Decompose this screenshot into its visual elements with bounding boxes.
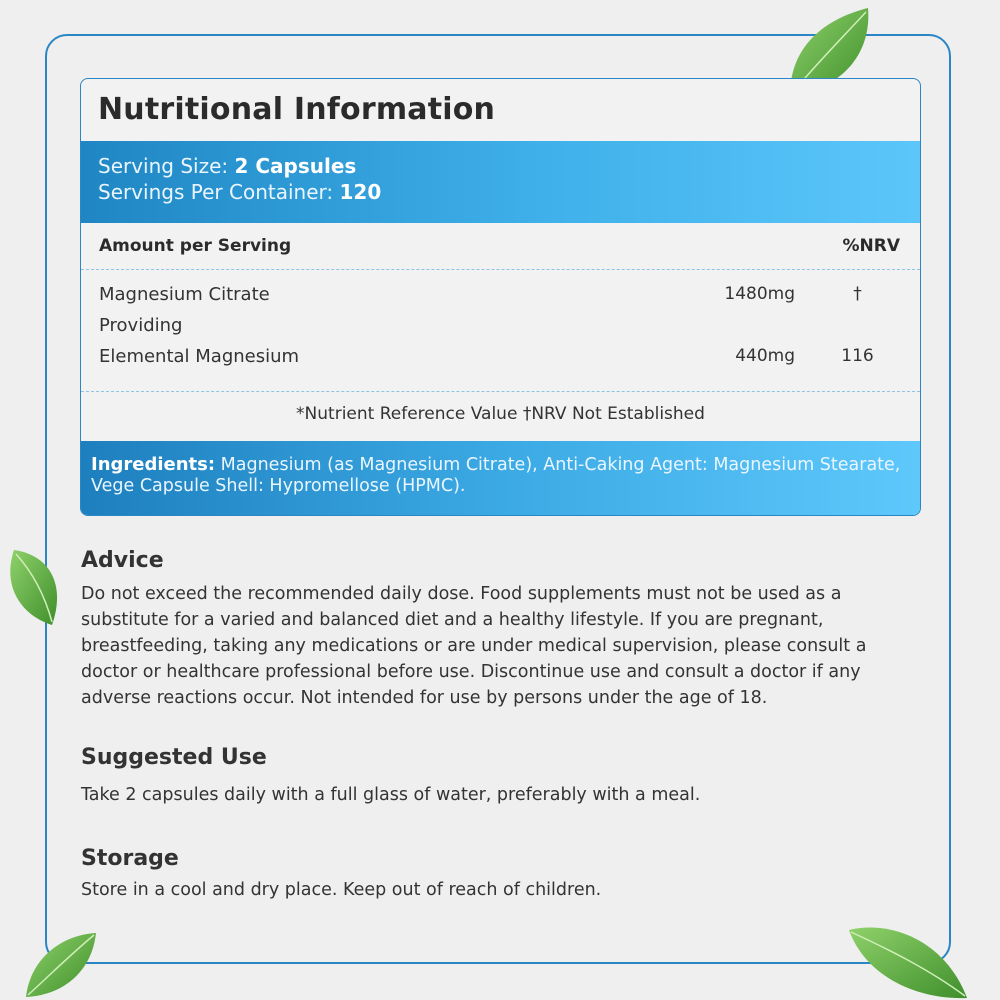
ingredients-label: Ingredients: — [91, 454, 216, 475]
table-header — [81, 223, 920, 270]
header-nrv: %NRV — [842, 236, 900, 256]
nutrient-name: Elemental Magnesium — [99, 346, 300, 367]
nutrient-amount: 440mg — [735, 346, 795, 366]
nutrition-panel — [80, 78, 921, 516]
storage-heading: Storage — [81, 846, 179, 871]
table-row — [81, 346, 920, 377]
serving-size — [98, 153, 903, 179]
suggested-use-section — [81, 745, 927, 808]
suggested-use-text: Take 2 capsules daily with a full glass of water, preferably with a meal. — [81, 785, 701, 805]
nrv-footnote: *Nutrient Reference Value †NRV Not Established — [296, 404, 705, 424]
servings-label: Servings Per Container: — [98, 180, 334, 204]
advice-section — [81, 548, 927, 711]
suggested-use-heading: Suggested Use — [81, 745, 267, 770]
nutrient-name: Magnesium Citrate — [99, 284, 270, 305]
ingredients-band — [81, 441, 920, 515]
nutrient-nrv: † — [853, 284, 862, 304]
leaf-icon — [0, 540, 70, 630]
storage-section — [81, 846, 927, 903]
header-amount: Amount per Serving — [99, 236, 292, 256]
servings-per-container — [98, 179, 903, 205]
servings-value: 120 — [339, 180, 382, 204]
nutrient-rows — [81, 270, 920, 392]
nutrient-name: Providing — [99, 315, 183, 336]
ingredients-text: Magnesium (as Magnesium Citrate), Anti-Caking Agent: Magnesium Stearate, Vege Capsule Shell: Hypromellose (HPMC). — [91, 455, 901, 496]
advice-heading: Advice — [81, 548, 164, 573]
table-row — [81, 315, 920, 346]
leaf-icon — [845, 920, 970, 1000]
storage-text: Store in a cool and dry place. Keep out of reach of children. — [81, 880, 602, 900]
nutrient-amount: 1480mg — [724, 284, 795, 304]
advice-text: Do not exceed the recommended daily dose. Food supplements must not be used as a substitute for a varied and balanced diet and a healthy lifestyle. If you are pregnant, breastfeeding, taking any medications or are under medical supervision, please consult a doctor or healthcare professional before use. Discontinue use and consult a doctor if any adverse reactions occur. Not intended for use by persons under the age of 18. — [81, 584, 867, 708]
leaf-icon — [20, 925, 100, 1000]
panel-title: Nutritional Information — [98, 92, 496, 127]
nutrient-nrv: 116 — [841, 346, 874, 366]
table-row — [81, 284, 920, 315]
serving-size-label: Serving Size: — [98, 154, 229, 178]
serving-size-value: 2 Capsules — [234, 154, 357, 178]
serving-info — [81, 141, 920, 223]
